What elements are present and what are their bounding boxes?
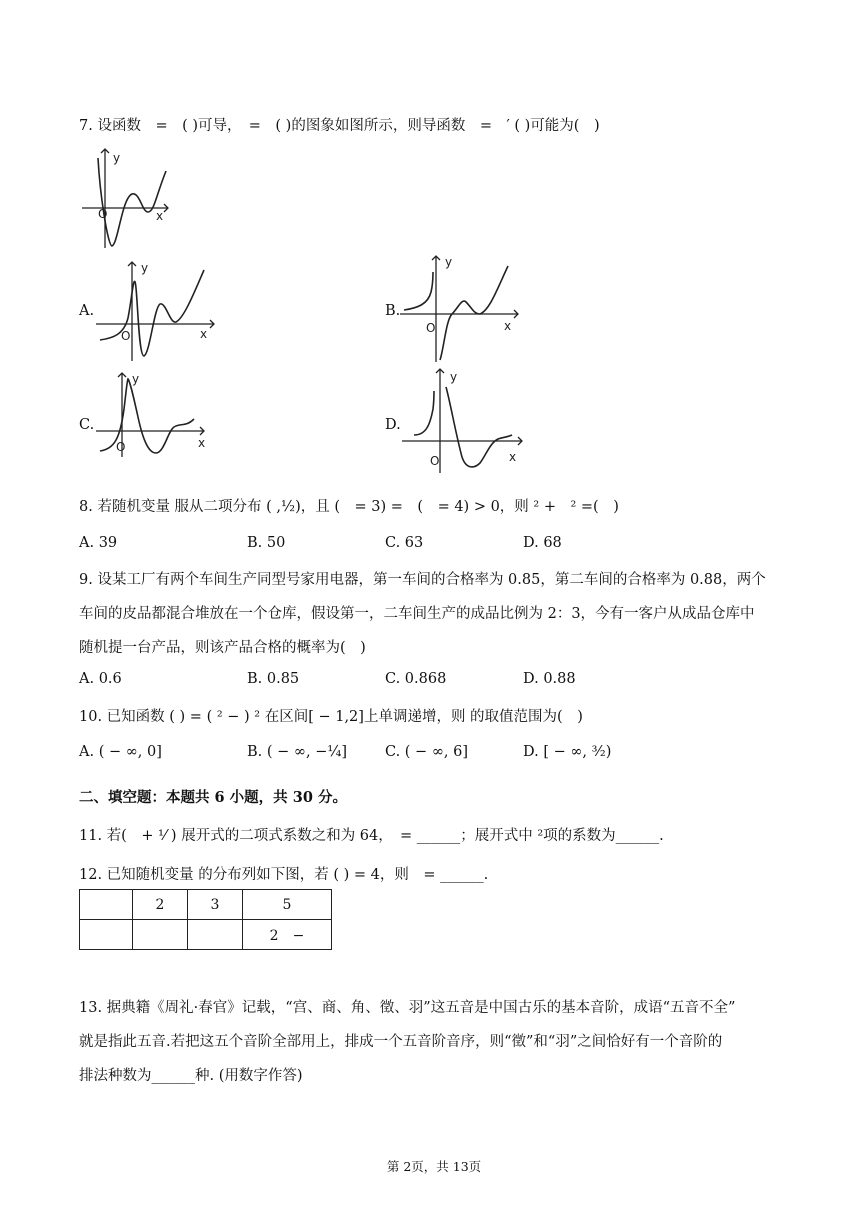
q9-option-b[interactable]: B. 0.85	[247, 671, 300, 687]
q9-line-1: 9. 设某工厂有两个车间生产同型号家用电器，第一车间的合格率为 0.85，第二车间的合格率为 0.88，两个	[79, 572, 766, 588]
q10-option-d[interactable]: D. [ − ∞, ³⁄₂)	[523, 744, 612, 760]
table-cell	[80, 920, 133, 950]
q7-option-c[interactable]: C.	[79, 417, 95, 433]
q9-option-d[interactable]: D. 0.88	[523, 671, 576, 687]
table-cell: 2	[133, 890, 188, 920]
y-axis-label: y	[141, 261, 149, 275]
x-axis-label: x	[200, 327, 208, 341]
table-cell	[80, 890, 133, 920]
y-axis-label: y	[132, 372, 140, 386]
q7-option-d[interactable]: D.	[385, 417, 401, 433]
q10-option-c[interactable]: C. ( − ∞, 6]	[385, 744, 468, 760]
q7-option-b[interactable]: B.	[385, 303, 401, 319]
q8-option-a[interactable]: A. 39	[79, 535, 118, 551]
q7-option-b-graph	[398, 252, 523, 364]
origin-label: O	[98, 207, 108, 221]
table-cell	[133, 920, 188, 950]
q9-option-c[interactable]: C. 0.868	[385, 671, 447, 687]
q10-option-b[interactable]: B. ( − ∞, −¼]	[247, 744, 348, 760]
q7-main-graph	[80, 146, 170, 251]
y-axis-label: y	[450, 370, 458, 384]
distribution-table	[79, 889, 332, 950]
y-axis-label: y	[113, 151, 121, 165]
q9-line-2: 车间的皮品都混合堆放在一个仓库，假设第一，二车间生产的成品比例为 2：3，今有一客户从成品仓库中	[79, 606, 755, 622]
q10-stem: 10. 已知函数 ( ) = ( ² − ) ² 在区间[ − 1,2]上单调递增，则 的取值范围为( )	[79, 709, 583, 725]
q10-option-a[interactable]: A. ( − ∞, 0]	[79, 744, 162, 760]
q13-line-2: 就是指此五音.若把这五个音阶全部用上，排成一个五音阶音序，则“徵”和“羽”之间恰好有一个音阶的	[79, 1034, 723, 1050]
q8-option-b[interactable]: B. 50	[247, 535, 286, 551]
table-cell	[188, 920, 243, 950]
table-cell: 2 −	[243, 920, 332, 950]
table-row	[80, 890, 332, 920]
q8-option-d[interactable]: D. 68	[523, 535, 562, 551]
origin-label: O	[426, 321, 436, 335]
q7-option-d-graph	[400, 365, 530, 475]
q8-option-c[interactable]: C. 63	[385, 535, 424, 551]
x-axis-label: x	[156, 209, 164, 223]
x-axis-label: x	[509, 450, 517, 464]
table-cell: 5	[243, 890, 332, 920]
q13-line-3: 排法种数为______种. (用数字作答)	[79, 1068, 303, 1084]
origin-label: O	[116, 440, 126, 454]
q8-stem: 8. 若随机变量 服从二项分布 ( ,½)，且 ( = 3) = ( = 4) > 0，则 ² + ² =( )	[79, 499, 619, 515]
q7-option-a-graph	[94, 258, 219, 363]
page-footer: 第 2页，共 13页	[386, 1159, 482, 1174]
q7-option-c-graph	[94, 369, 219, 459]
origin-label: O	[430, 454, 440, 468]
table-row	[80, 920, 332, 950]
x-axis-label: x	[504, 319, 512, 333]
q12-stem: 12. 已知随机变量 的分布列如下图，若 ( ) = 4，则 = ______.	[79, 867, 489, 883]
table-cell: 3	[188, 890, 243, 920]
y-axis-label: y	[445, 255, 453, 269]
q11-stem: 11. 若( + ¹⁄ ) 展开式的二项式系数之和为 64， = ______；展开式中 ²项的系数为______.	[79, 828, 664, 844]
q9-line-3: 随机提一台产品，则该产品合格的概率为( )	[79, 640, 366, 656]
q9-option-a[interactable]: A. 0.6	[79, 671, 122, 687]
q13-line-1: 13. 据典籍《周礼·春官》记载，“宫、商、角、徵、羽”这五音是中国古乐的基本音阶，成语“五音不全”	[79, 1000, 736, 1016]
section-fill-in-heading: 二、填空题：本题共 6 小题，共 30 分。	[79, 789, 347, 806]
q7-option-a[interactable]: A.	[79, 303, 95, 319]
origin-label: O	[121, 329, 131, 343]
q7-stem: 7. 设函数 = ( )可导， = ( )的图象如图所示，则导函数 = ′ ( )可能为( )	[79, 118, 600, 134]
x-axis-label: x	[198, 436, 206, 450]
